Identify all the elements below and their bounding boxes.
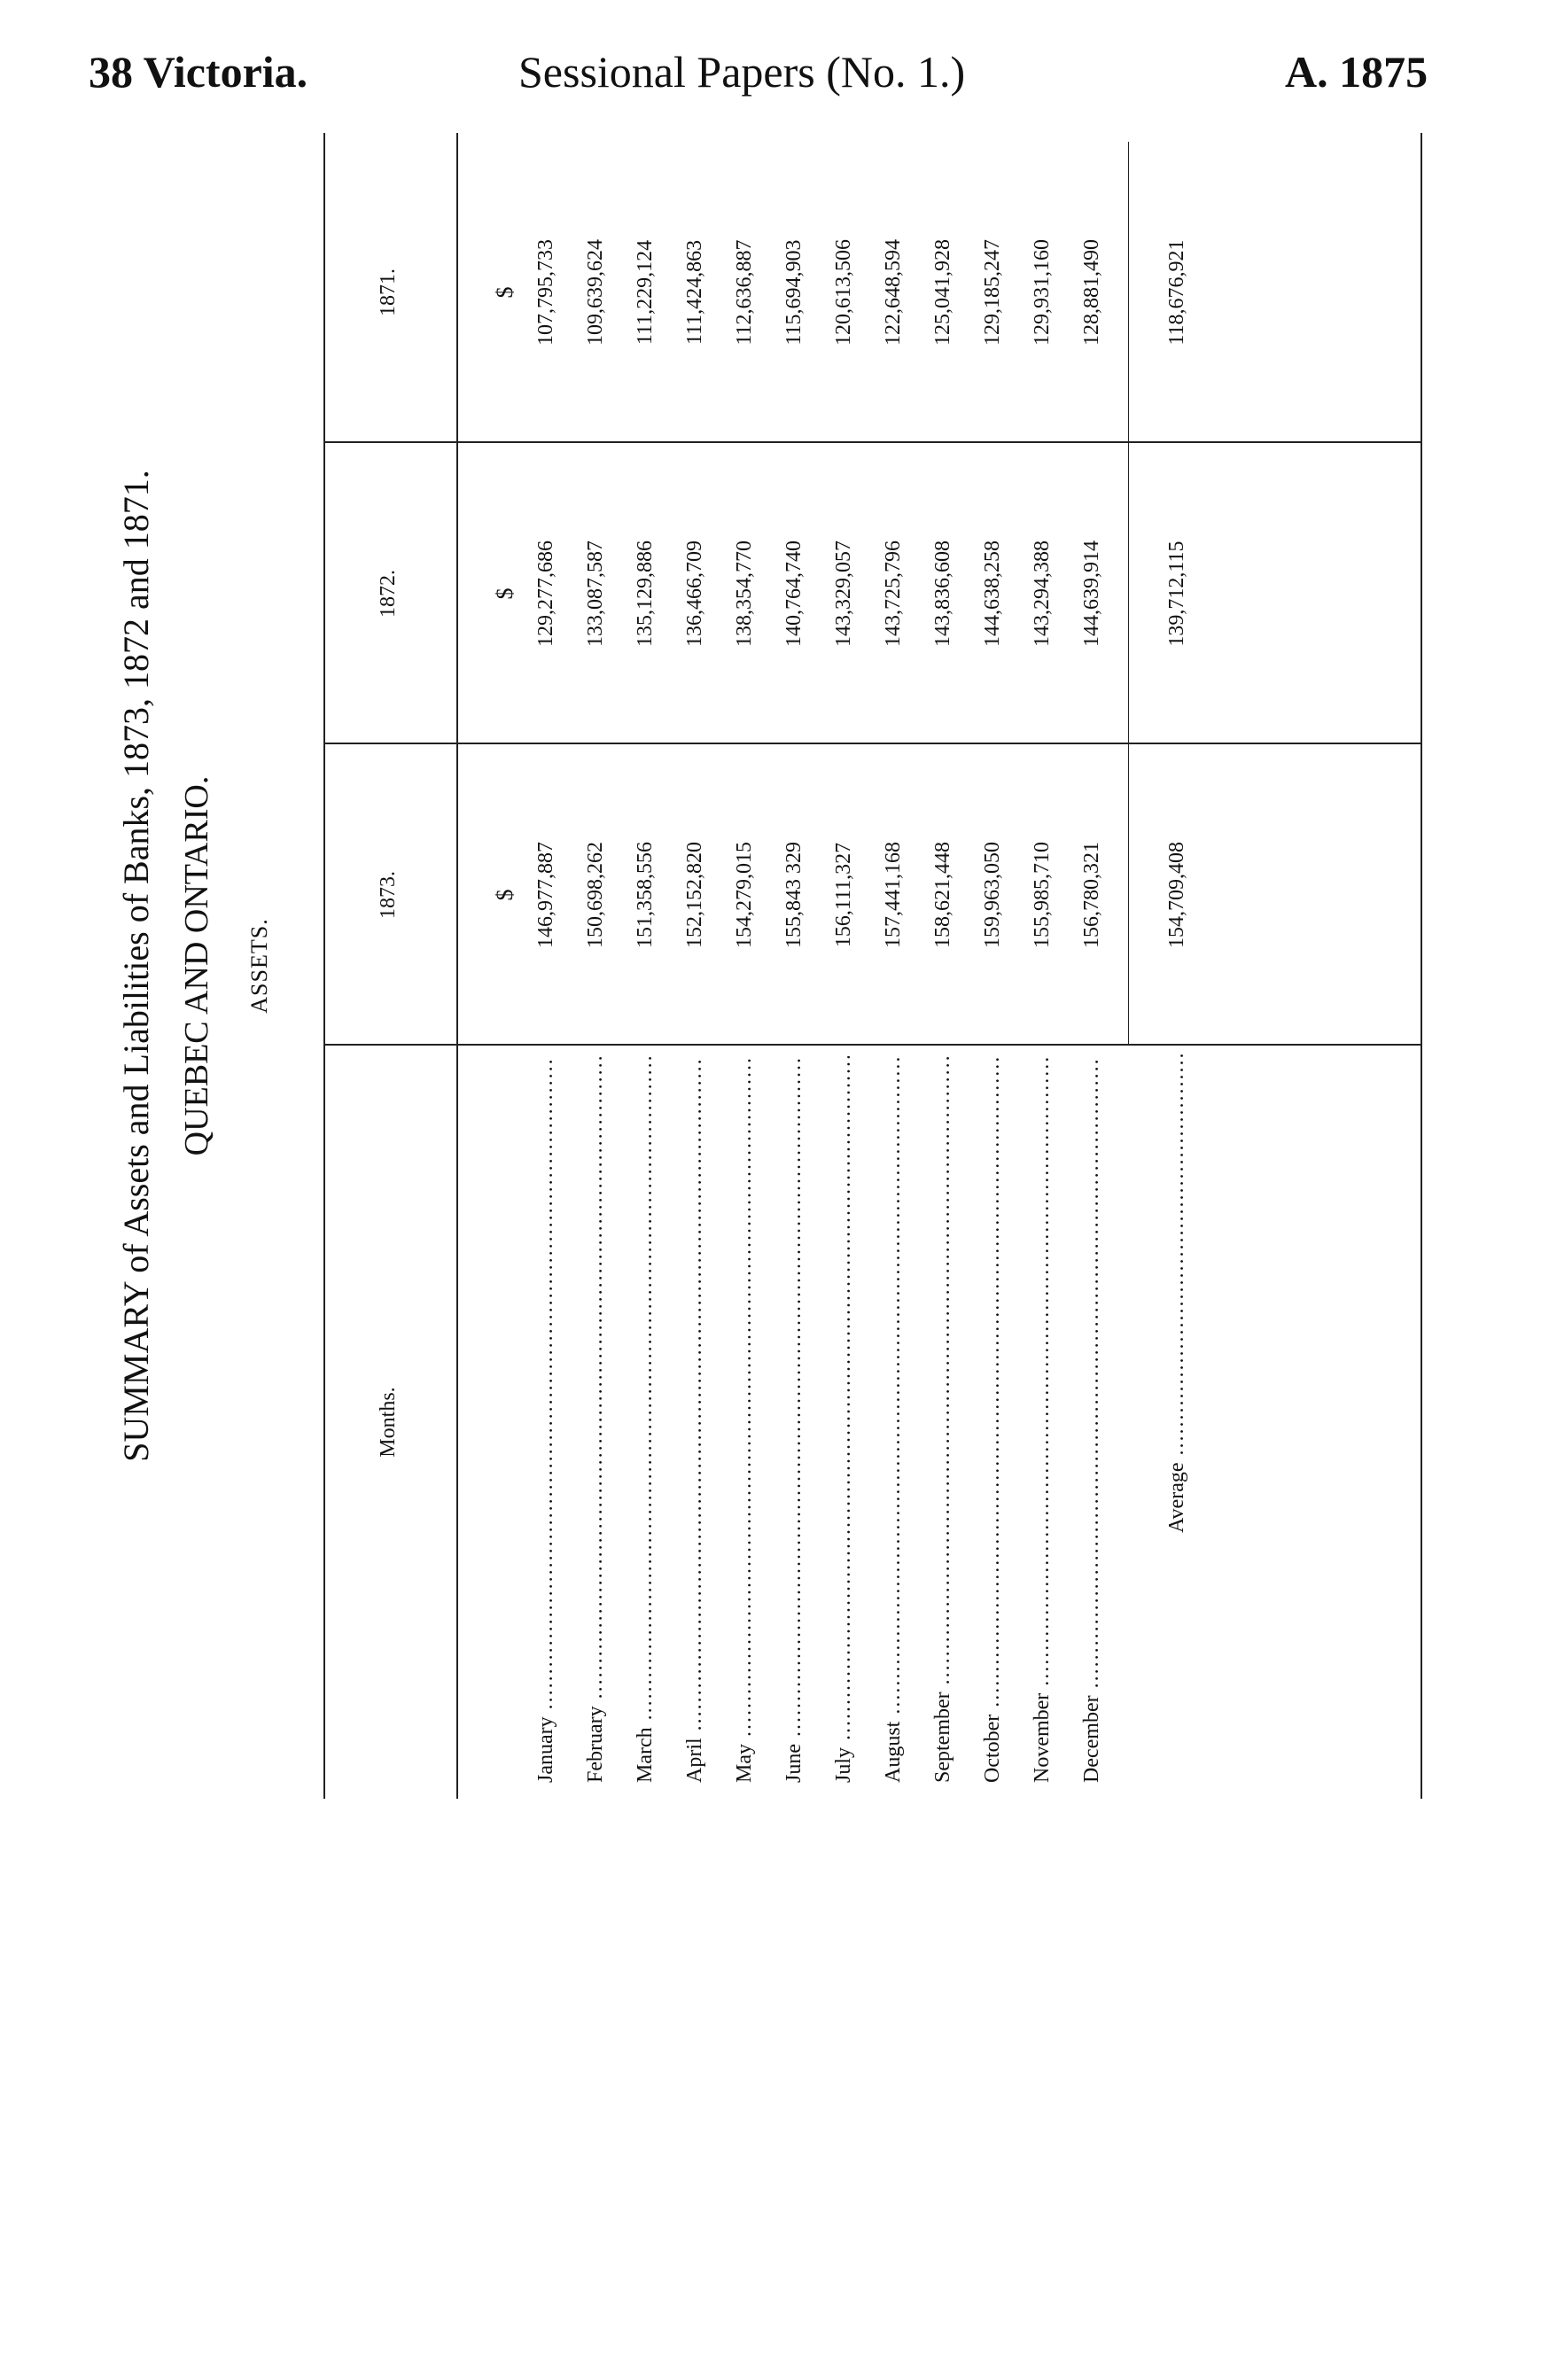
value-1872: 140,764,740 [782,541,806,647]
value-1872: 144,639,914 [1080,541,1103,647]
average-row [1156,133,1206,1799]
average-rule [1128,142,1129,1046]
value-1872: 143,725,796 [882,541,905,647]
value-1873: 155,985,710 [1031,842,1054,948]
currency-symbol: $ [492,286,518,299]
value-1873: 154,279,015 [733,842,756,948]
value-1873: 151,358,556 [634,842,657,948]
table-row [774,133,823,1799]
assets-table [323,133,1422,1799]
value-1872: 143,294,388 [1031,541,1054,647]
value-1873: 155,843 329 [782,842,806,948]
summary-title: SUMMARY of Assets and Liabilities of Banks, 1873, 1872 and 1871. [116,470,156,1462]
value-1873: 158,621,448 [931,842,954,948]
table-bottom-rule [1421,133,1422,1799]
value-1872: 136,466,709 [683,541,706,647]
month-cell: May ..... [733,1056,757,1783]
value-1871: 112,636,887 [733,239,756,346]
average-label: Average ..... [1165,1054,1189,1533]
value-1872: 135,129,886 [634,541,657,647]
table-row [525,133,575,1799]
rotated-table-page [115,133,1444,1799]
value-1872: 129,277,686 [534,541,557,647]
table-row [873,133,922,1799]
col-header-1873: 1873. [377,871,400,919]
value-1873: 156,780,321 [1080,842,1103,948]
value-1872: 143,836,608 [931,541,954,647]
value-1871: 115,694,903 [782,239,806,346]
col-header-1871: 1871. [377,268,400,316]
currency-symbol: $ [492,889,518,901]
running-head [0,46,1549,108]
month-cell: December ..... [1080,1056,1104,1783]
table-row [625,133,674,1799]
value-1871: 122,648,594 [882,239,905,346]
value-1871: 120,613,506 [832,239,855,346]
table-row [1071,133,1121,1799]
average-1873: 154,709,408 [1165,842,1188,948]
month-cell: August ..... [882,1056,906,1783]
month-cell: March ..... [634,1056,658,1783]
currency-symbol: $ [492,587,518,600]
month-cell: September ..... [931,1056,955,1783]
col-header-1872: 1872. [377,570,400,618]
month-cell: November ..... [1031,1056,1055,1783]
session-label: 38 Victoria. [89,47,308,97]
average-1871: 118,676,921 [1165,239,1188,346]
sessional-papers-label: Sessional Papers (No. 1.) [518,47,966,97]
header-bottom-rule [456,133,458,1799]
value-1871: 129,185,247 [981,239,1004,346]
year-label: A. 1875 [1285,47,1428,97]
table-row [724,133,774,1799]
value-1871: 128,881,490 [1080,239,1103,346]
value-1873: 156,111,327 [832,842,855,948]
province-title: QUEBEC AND ONTARIO. [178,775,215,1156]
value-1873: 157,441,168 [882,842,905,948]
value-1872: 133,087,587 [584,541,607,647]
table-row [823,133,873,1799]
table-row [674,133,724,1799]
table-row [1022,133,1071,1799]
value-1873: 159,963,050 [981,842,1004,948]
value-1873: 152,152,820 [683,842,706,948]
month-cell: January ..... [534,1056,558,1783]
average-1872: 139,712,115 [1165,541,1188,647]
value-1873: 150,698,262 [584,842,607,948]
month-cell: July ..... [832,1056,856,1783]
value-1871: 129,931,160 [1031,239,1054,346]
value-1871: 109,639,624 [584,239,607,346]
section-label: ASSETS. [246,918,272,1014]
table-row [972,133,1022,1799]
table-row [575,133,625,1799]
value-1873: 146,977,887 [534,842,557,948]
month-cell: October ..... [981,1056,1005,1783]
value-1872: 144,638,258 [981,541,1004,647]
month-cell: June ..... [782,1056,806,1783]
value-1872: 143,329,057 [832,541,855,647]
table-top-rule [323,133,325,1799]
month-cell: April ..... [683,1056,707,1783]
table-row [922,133,972,1799]
value-1871: 125,041,928 [931,239,954,346]
col-header-months: Months. [377,1387,400,1458]
month-cell: February ..... [584,1056,608,1783]
value-1871: 111,424,863 [683,239,706,346]
value-1872: 138,354,770 [733,541,756,647]
value-1871: 111,229,124 [634,239,657,346]
value-1871: 107,795,733 [534,239,557,346]
